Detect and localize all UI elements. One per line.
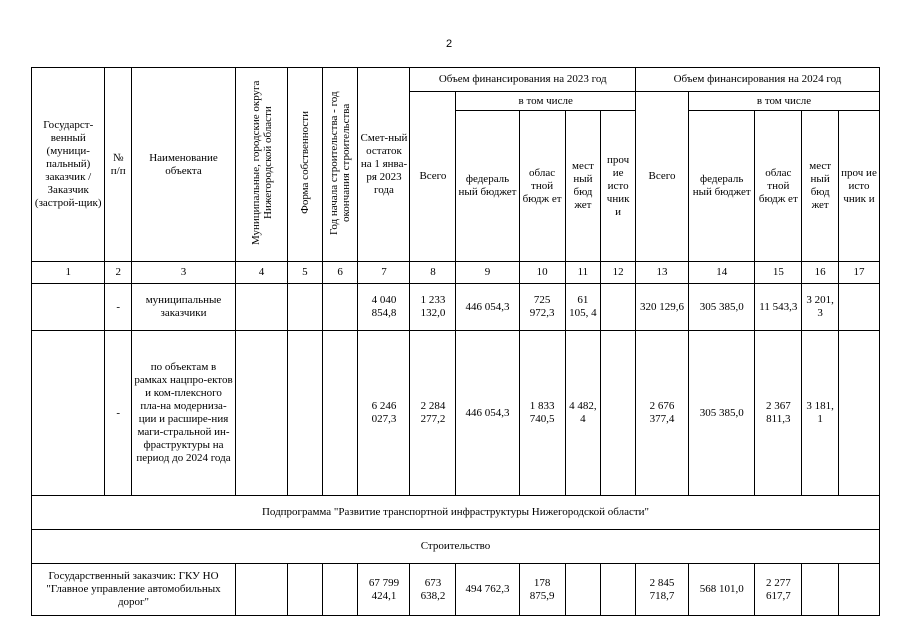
header-years-cell [322, 68, 358, 262]
header-other-2023: проч ие исто чник и [601, 111, 636, 262]
header-balance: Смет-ный остаток на 1 янва-ря 2023 года [358, 68, 410, 262]
cell-years [322, 564, 358, 616]
page-number: 2 [446, 38, 453, 50]
cell-municipality [236, 284, 288, 331]
header-including-2024: в том числе [689, 92, 880, 111]
cell-years [322, 331, 358, 496]
cell-local-2023: 61 105, 4 [565, 284, 601, 331]
cell-federal-2023: 446 054,3 [456, 331, 519, 496]
cell-customer [32, 284, 105, 331]
cell-other-2024 [839, 284, 880, 331]
cell-other-2023 [601, 284, 636, 331]
column-number: 4 [236, 262, 288, 284]
cell-num: - [105, 331, 132, 496]
column-number: 3 [131, 262, 235, 284]
section-title: Строительство [32, 530, 880, 564]
cell-municipality [236, 564, 288, 616]
section-row [32, 530, 880, 564]
header-object-name: Наименование объекта [131, 68, 235, 262]
cell-total-2024: 2 845 718,7 [636, 564, 689, 616]
cell-customer: Государственный заказчик: ГКУ НО "Главное управление автомобильных дорог" [32, 564, 236, 616]
column-number: 2 [105, 262, 132, 284]
cell-total-2024: 320 129,6 [636, 284, 689, 331]
header-total-2023: Всего [410, 92, 456, 262]
cell-federal-2024: 305 385,0 [689, 284, 755, 331]
column-number: 10 [519, 262, 565, 284]
cell-years [322, 284, 358, 331]
header-local-2023: мест ный бюд жет [565, 111, 601, 262]
cell-regional-2023: 178 875,9 [519, 564, 565, 616]
cell-num: - [105, 284, 132, 331]
header-customer: Государст-венный (муници-пальный) заказчик / Заказчик (застрой-щик) [32, 68, 105, 262]
column-number: 9 [456, 262, 519, 284]
cell-ownership [288, 331, 323, 496]
header-total-2024: Всего [636, 92, 689, 262]
cell-other-2023 [601, 564, 636, 616]
cell-other-2024 [839, 331, 880, 496]
cell-balance: 4 040 854,8 [358, 284, 410, 331]
column-number: 12 [601, 262, 636, 284]
cell-object-name: по объектам в рамках нацпро-ектов и ком-плексного пла-на модерниза-ции и расшире-ния маги-стральной ин-фраструктуры на период до 2024 года [131, 331, 235, 496]
column-number: 6 [322, 262, 358, 284]
column-numbers-row [32, 262, 880, 284]
cell-regional-2023: 1 833 740,5 [519, 331, 565, 496]
header-num: № п/п [105, 68, 132, 262]
cell-local-2024: 3 201, 3 [802, 284, 839, 331]
cell-other-2023 [601, 331, 636, 496]
cell-regional-2024: 2 367 811,3 [755, 331, 802, 496]
header-fin-2023: Объем финансирования на 2023 год [410, 68, 636, 92]
cell-federal-2024: 568 101,0 [689, 564, 755, 616]
header-including-2023: в том числе [456, 92, 636, 111]
cell-regional-2024: 2 277 617,7 [755, 564, 802, 616]
header-municipality-cell [236, 68, 288, 262]
cell-ownership [288, 564, 323, 616]
cell-local-2023 [565, 564, 601, 616]
column-number: 8 [410, 262, 456, 284]
table-row [32, 284, 880, 331]
cell-local-2023: 4 482, 4 [565, 331, 601, 496]
header-regional-2024: облас тной бюдж ет [755, 111, 802, 262]
cell-total-2024: 2 676 377,4 [636, 331, 689, 496]
cell-municipality [236, 331, 288, 496]
financing-table [31, 67, 880, 616]
subprogram-title: Подпрограмма "Развитие транспортной инфраструктуры Нижегородской области" [32, 496, 880, 530]
cell-local-2024: 3 181, 1 [802, 331, 839, 496]
header-ownership: Форма собственности [298, 111, 311, 214]
cell-federal-2024: 305 385,0 [689, 331, 755, 496]
cell-object-name: муниципальные заказчики [131, 284, 235, 331]
column-number: 1 [32, 262, 105, 284]
header-row-1 [32, 68, 880, 92]
header-municipality: Муниципальные, городские округа Нижегородской области [249, 80, 274, 245]
header-fin-2024: Объем финансирования на 2024 год [636, 68, 880, 92]
cell-other-2024 [839, 564, 880, 616]
column-number: 15 [755, 262, 802, 284]
column-number: 13 [636, 262, 689, 284]
header-ownership-cell [288, 68, 323, 262]
header-other-2024: проч ие исто чник и [839, 111, 880, 262]
cell-total-2023: 1 233 132,0 [410, 284, 456, 331]
cell-customer [32, 331, 105, 496]
cell-local-2024 [802, 564, 839, 616]
column-number: 16 [802, 262, 839, 284]
column-number: 11 [565, 262, 601, 284]
cell-regional-2023: 725 972,3 [519, 284, 565, 331]
column-number: 14 [689, 262, 755, 284]
cell-federal-2023: 446 054,3 [456, 284, 519, 331]
column-number: 17 [839, 262, 880, 284]
header-local-2024: мест ный бюд жет [802, 111, 839, 262]
header-years: Год начала строительства - год окончания строительства [328, 90, 353, 235]
cell-balance: 67 799 424,1 [358, 564, 410, 616]
cell-federal-2023: 494 762,3 [456, 564, 519, 616]
table-row [32, 564, 880, 616]
table-row [32, 331, 880, 496]
subprogram-row [32, 496, 880, 530]
header-regional-2023: облас тной бюдж ет [519, 111, 565, 262]
header-federal-2024: федераль ный бюджет [689, 111, 755, 262]
cell-regional-2024: 11 543,3 [755, 284, 802, 331]
header-federal-2023: федераль ный бюджет [456, 111, 519, 262]
cell-balance: 6 246 027,3 [358, 331, 410, 496]
cell-total-2023: 673 638,2 [410, 564, 456, 616]
column-number: 7 [358, 262, 410, 284]
cell-ownership [288, 284, 323, 331]
column-number: 5 [288, 262, 323, 284]
cell-total-2023: 2 284 277,2 [410, 331, 456, 496]
